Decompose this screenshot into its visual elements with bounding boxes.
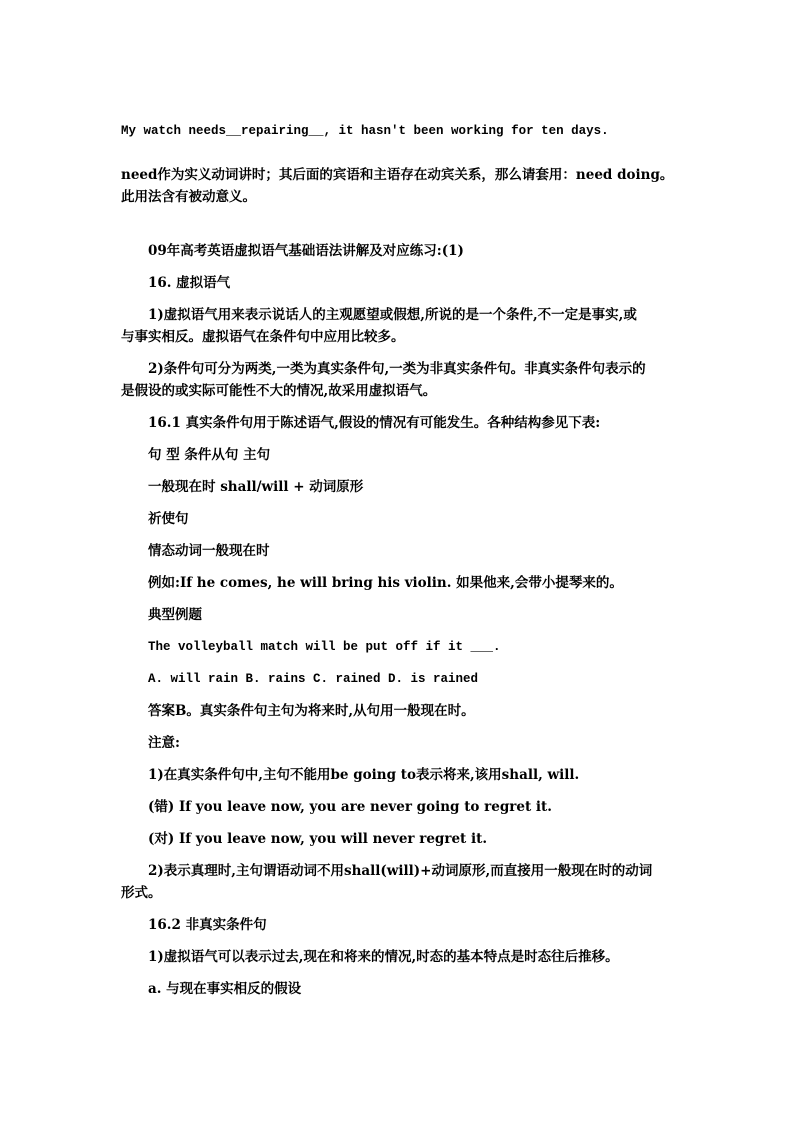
example-sentence: My watch needs__repairing__, it hasn't been working for ten days.	[121, 124, 609, 138]
paragraph-1-line-1: 1)虚拟语气用来表示说话人的主观愿望或假想,所说的是一个条件,不一定是事实,或	[148, 307, 637, 323]
section-title: 09年高考英语虚拟语气基础语法讲解及对应练习:(1)	[148, 243, 464, 259]
table-row-2: 祈使句	[148, 511, 189, 527]
heading-16-1: 16.1 真实条件句用于陈述语气,假设的情况有可能发生。各种结构参见下表:	[148, 415, 601, 431]
note-line-1: need作为实义动词讲时；其后面的宾语和主语存在动宾关系，那么请套用：need doing。	[121, 167, 674, 183]
paragraph-2-line-2: 是假设的或实际可能性不大的情况,故采用虚拟语气。	[121, 383, 437, 399]
wrong-example: (错) If you leave now, you are never going to regret it.	[148, 799, 552, 815]
attention: 注意:	[148, 735, 180, 751]
right-example: (对) If you leave now, you will never regret it.	[148, 831, 488, 847]
heading-16-2: 16.2 非真实条件句	[148, 917, 267, 933]
options: A. will rain B. rains C. rained D. is rained	[148, 672, 479, 686]
example-intro: 例如:If he comes, he will bring his violin. 如果他来,会带小提琴来的。	[148, 575, 623, 591]
question: The volleyball match will be put off if it ___.	[148, 640, 501, 654]
answer: 答案B。真实条件句主句为将来时,从句用一般现在时。	[148, 703, 475, 719]
note-line-2: 此用法含有被动意义。	[121, 189, 256, 205]
paragraph-2-line-1: 2)条件句可分为两类,一类为真实条件句,一类为非真实条件句。非真实条件句表示的	[148, 361, 646, 377]
sub-heading-a: a. 与现在事实相反的假设	[148, 981, 302, 997]
paragraph-1-line-2: 与事实相反。虚拟语气在条件句中应用比较多。	[121, 329, 405, 345]
table-header: 句 型 条件从句 主句	[148, 447, 271, 463]
note-2-line-1: 2)表示真理时,主句谓语动词不用shall(will)+动词原形,而直接用一般现在时的动词	[148, 863, 653, 879]
note-2-line-2: 形式。	[121, 885, 162, 901]
heading-16: 16. 虚拟语气	[148, 275, 231, 291]
table-row-3: 情态动词一般现在时	[148, 543, 270, 559]
typical-title: 典型例题	[148, 607, 202, 623]
note-1: 1)在真实条件句中,主句不能用be going to表示将来,该用shall, will.	[148, 767, 580, 783]
paragraph-3: 1)虚拟语气可以表示过去,现在和将来的情况,时态的基本特点是时态往后推移。	[148, 949, 619, 965]
table-row-1: 一般现在时 shall/will + 动词原形	[148, 479, 364, 495]
